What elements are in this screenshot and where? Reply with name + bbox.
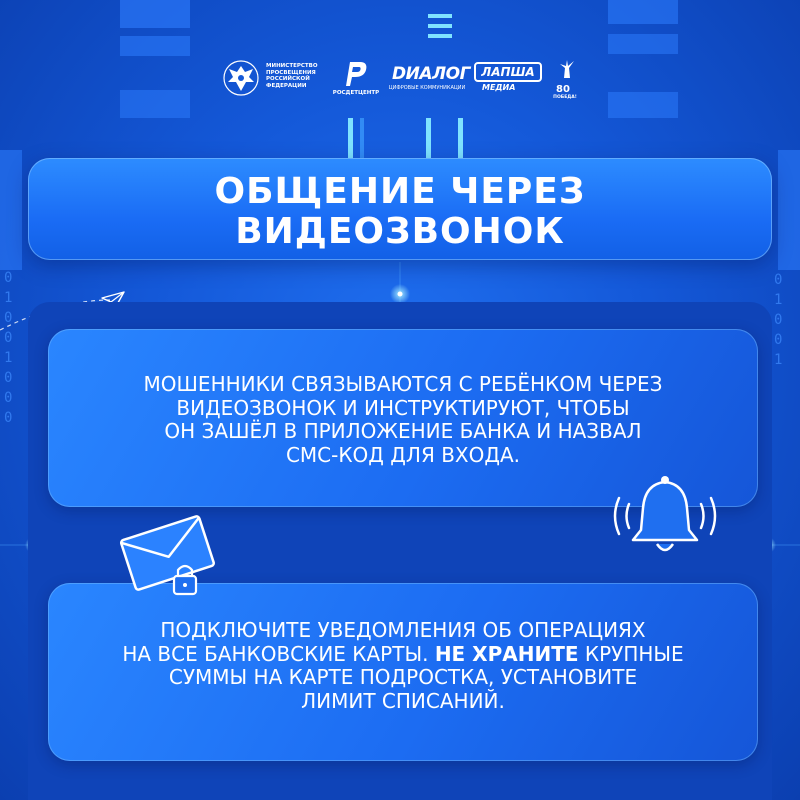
pobeda-80-logo: 80 ПОБЕДА! xyxy=(552,58,582,102)
rosdetcenter-mark-icon xyxy=(340,58,370,88)
advice-card xyxy=(48,583,758,761)
lapsha-media-logo: ЛАПША МЕДИА xyxy=(474,62,546,98)
binary-left: 0 1 0 0 1 0 0 0 xyxy=(4,270,13,426)
title-banner xyxy=(28,158,772,260)
warning-emphasis: НЕ ХРАНИТЕ xyxy=(434,641,579,666)
envelope-lock-icon xyxy=(114,512,224,602)
notification-bell-icon xyxy=(605,468,725,568)
binary-right: 0 1 0 0 1 xyxy=(774,272,783,368)
rosdetcenter-logo: РОСДЕТЦЕНТР xyxy=(330,58,382,102)
partner-logos xyxy=(0,58,800,102)
eagle-emblem-icon xyxy=(220,58,262,98)
advice-text: ПОДКЛЮЧИТЕ УВЕДОМЛЕНИЯ ОБ ОПЕРАЦИЯХ НА ВСЕ БАНКОВСКИЕ КАРТЫ. НЕ ХРАНИТЕ КРУПНЫЕ СУММЫ НА КАРТЕ ПОДРОСТКА, УСТАНОВИТЕ ЛИМИТ СПИСАНИЙ. xyxy=(122,618,684,713)
dialog-logo: DИАЛОГ ЦИФРОВЫЕ КОММУНИКАЦИИ xyxy=(388,64,470,91)
scam-description-text: МОШЕННИКИ СВЯЗЫВАЮТСЯ С РЕБЁНКОМ ЧЕРЕЗ ВИДЕОЗВОНОК И ИНСТРУКТИРУЮТ, ЧТОБЫ ОН ЗАШЁЛ В ПРИЛОЖЕНИЕ БАНКА И НАЗВАЛ СМС-КОД ДЛЯ ВХОДА. xyxy=(143,372,663,467)
page-title: ОБЩЕНИЕ ЧЕРЕЗ ВИДЕОЗВОНОК xyxy=(214,171,586,252)
ministry-logo: МИНИСТЕРСТВО ПРОСВЕЩЕНИЯ РОССИЙСКОЙ ФЕДЕРАЦИИ xyxy=(220,58,330,98)
